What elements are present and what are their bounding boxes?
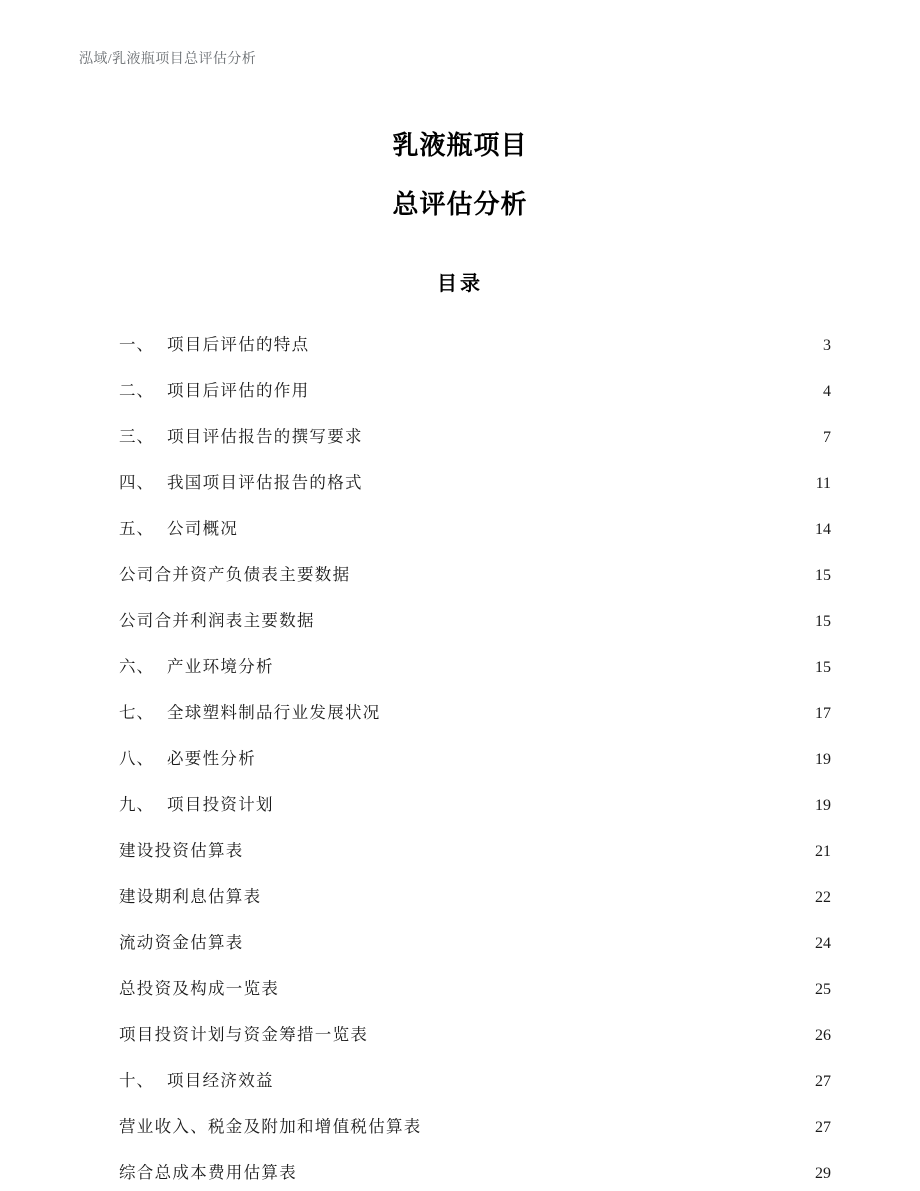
- toc-entry[interactable]: [119, 414, 831, 460]
- toc-entry-label: 项目后评估的特点: [167, 335, 310, 354]
- toc-entry[interactable]: [119, 1012, 831, 1058]
- toc-dot-leader: [246, 840, 810, 857]
- toc-entry-number: 一、: [119, 335, 154, 354]
- toc-entry-number: 四、: [119, 473, 154, 492]
- toc-entry-page-number: 11: [815, 475, 831, 492]
- toc-entry-page-number: 15: [815, 659, 831, 676]
- toc-entry[interactable]: [119, 644, 831, 690]
- toc-entry-number: 六、: [119, 657, 154, 676]
- toc-entry-page-number: 19: [815, 797, 831, 814]
- toc-dot-leader: [281, 978, 810, 995]
- toc-entry-label: 项目后评估的作用: [167, 381, 310, 400]
- toc-entry-label: 建设投资估算表: [119, 841, 244, 860]
- toc-entry-label: 公司合并利润表主要数据: [119, 611, 315, 630]
- toc-entry-label: 项目投资计划与资金筹措一览表: [119, 1025, 369, 1044]
- toc-dot-leader: [246, 932, 810, 949]
- toc-dot-leader: [299, 1162, 810, 1179]
- toc-entry-page-number: 29: [815, 1165, 831, 1182]
- toc-entry[interactable]: [119, 552, 831, 598]
- toc-dot-leader: [317, 610, 810, 627]
- toc-entry-page-number: 19: [815, 751, 831, 768]
- toc-entry[interactable]: [119, 460, 831, 506]
- toc-dot-leader: [352, 564, 810, 581]
- toc-entry[interactable]: [119, 920, 831, 966]
- toc-dot-leader: [370, 1024, 810, 1041]
- toc-entry-page-number: 25: [815, 981, 831, 998]
- toc-entry-label: 公司概况: [167, 519, 239, 538]
- toc-entry[interactable]: [119, 782, 831, 828]
- toc-entry-number: 七、: [119, 703, 154, 722]
- toc-dot-leader: [276, 1070, 810, 1087]
- toc-entry-page-number: 24: [815, 935, 831, 952]
- toc-dot-leader: [365, 426, 810, 443]
- toc-entry[interactable]: [119, 1104, 831, 1150]
- toc-entry-page-number: 26: [815, 1027, 831, 1044]
- toc-entry-label: 建设期利息估算表: [119, 887, 262, 906]
- toc-heading: 目录: [437, 271, 483, 295]
- document-title-block: [0, 121, 920, 230]
- toc-dot-leader: [276, 794, 810, 811]
- toc-entry-number: 二、: [119, 381, 154, 400]
- toc-dot-leader: [240, 518, 810, 535]
- toc-entry-number: 五、: [119, 519, 154, 538]
- toc-entry-label: 项目评估报告的撰写要求: [167, 427, 363, 446]
- toc-entry-page-number: 27: [815, 1073, 831, 1090]
- toc-dot-leader: [383, 702, 810, 719]
- toc-dot-leader: [424, 1116, 810, 1133]
- toc-entry-label: 流动资金估算表: [119, 933, 244, 952]
- toc-entry-label: 我国项目评估报告的格式: [167, 473, 363, 492]
- document-title-line-2: 总评估分析: [392, 190, 528, 220]
- toc-dot-leader: [365, 472, 810, 489]
- running-header: 泓域/乳液瓶项目总评估分析: [79, 52, 257, 67]
- toc-entry-page-number: 3: [823, 337, 831, 354]
- toc-entry-page-number: 7: [823, 429, 831, 446]
- toc-entry[interactable]: [119, 368, 831, 414]
- toc-entry[interactable]: [119, 1150, 831, 1191]
- table-of-contents: [119, 322, 831, 1191]
- toc-entry[interactable]: [119, 874, 831, 920]
- toc-entry-page-number: 22: [815, 889, 831, 906]
- toc-entry-label: 营业收入、税金及附加和增值税估算表: [119, 1117, 422, 1136]
- toc-entry-label: 必要性分析: [167, 749, 256, 768]
- toc-entry-label: 公司合并资产负债表主要数据: [119, 565, 351, 584]
- toc-entry[interactable]: [119, 322, 831, 368]
- toc-dot-leader: [276, 656, 810, 673]
- toc-entry-page-number: 27: [815, 1119, 831, 1136]
- toc-entry[interactable]: [119, 1058, 831, 1104]
- toc-entry-number: 三、: [119, 427, 154, 446]
- toc-entry[interactable]: [119, 966, 831, 1012]
- toc-entry-label: 产业环境分析: [167, 657, 274, 676]
- toc-entry-page-number: 17: [815, 705, 831, 722]
- toc-dot-leader: [263, 886, 810, 903]
- toc-entry[interactable]: [119, 690, 831, 736]
- toc-entry-number: 八、: [119, 749, 154, 768]
- toc-entry-label: 全球塑料制品行业发展状况: [167, 703, 381, 722]
- toc-entry-page-number: 15: [815, 567, 831, 584]
- toc-entry[interactable]: [119, 598, 831, 644]
- toc-entry-label: 项目经济效益: [167, 1071, 274, 1090]
- toc-entry-label: 综合总成本费用估算表: [119, 1163, 297, 1182]
- toc-entry-page-number: 21: [815, 843, 831, 860]
- toc-entry-page-number: 4: [823, 383, 831, 400]
- toc-entry-page-number: 15: [815, 613, 831, 630]
- toc-entry-number: 十、: [119, 1071, 154, 1090]
- toc-entry-number: 九、: [119, 795, 154, 814]
- toc-entry[interactable]: [119, 828, 831, 874]
- toc-entry-label: 总投资及构成一览表: [119, 979, 280, 998]
- toc-dot-leader: [311, 380, 810, 397]
- toc-entry[interactable]: [119, 506, 831, 552]
- toc-dot-leader: [258, 748, 810, 765]
- toc-entry-label: 项目投资计划: [167, 795, 274, 814]
- document-title-line-1: 乳液瓶项目: [392, 131, 528, 161]
- toc-entry-page-number: 14: [815, 521, 831, 538]
- toc-dot-leader: [311, 334, 810, 351]
- toc-entry[interactable]: [119, 736, 831, 782]
